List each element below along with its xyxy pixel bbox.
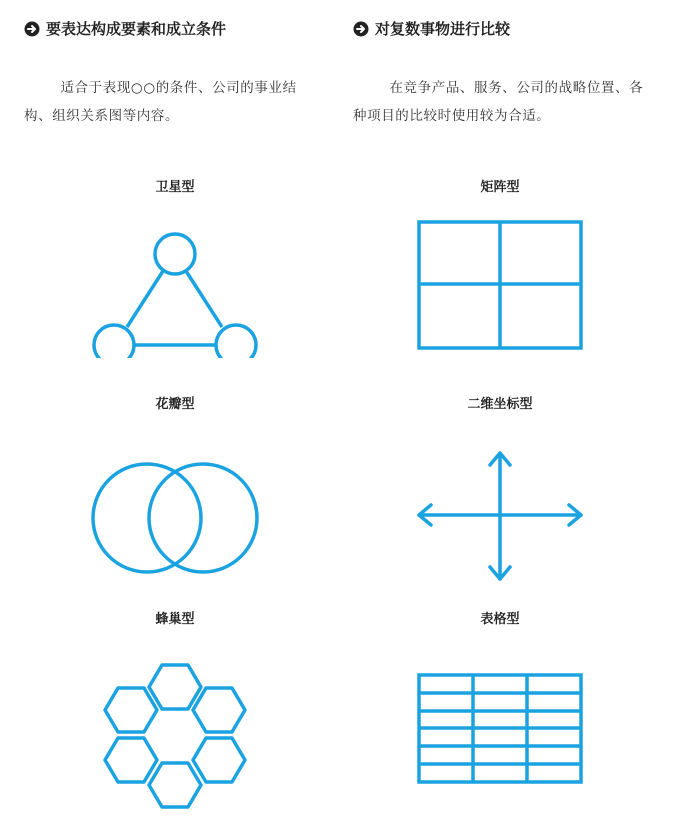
table-label: 表格型 bbox=[480, 612, 520, 627]
petal-circle-left bbox=[93, 464, 201, 572]
honeycomb-graphic bbox=[75, 630, 275, 820]
satellite-diagram bbox=[75, 178, 275, 358]
right-section-heading bbox=[353, 18, 510, 39]
matrix-diagram bbox=[400, 178, 600, 358]
coordinate-diagram bbox=[400, 395, 600, 585]
honeycomb-label: 蜂巢型 bbox=[155, 612, 195, 627]
honeycomb-cell-top bbox=[149, 665, 201, 709]
arrow-right-circle-icon bbox=[353, 21, 369, 37]
satellite-link-left bbox=[127, 271, 163, 327]
satellite-node-top bbox=[155, 234, 195, 274]
satellite-graphic bbox=[75, 198, 275, 358]
right-section-title: 对复数事物进行比较 bbox=[375, 20, 511, 38]
satellite-node-right bbox=[216, 325, 256, 358]
coordinate-label: 二维坐标型 bbox=[467, 397, 533, 412]
petal-circle-right bbox=[149, 464, 257, 572]
right-section-description: 在竞争产品、服务、公司的战略位置、各种项目的比较时使用较为合适。 bbox=[353, 80, 644, 124]
petal-diagram bbox=[75, 395, 275, 585]
satellite-link-right bbox=[186, 271, 222, 327]
honeycomb-cell-lower-right bbox=[193, 738, 245, 782]
table-diagram bbox=[400, 610, 600, 800]
petal-label: 花瓣型 bbox=[155, 397, 195, 412]
honeycomb-cell-upper-left bbox=[105, 688, 157, 732]
honeycomb-cell-lower-left bbox=[105, 738, 157, 782]
left-section-description: 适合于表现○○的条件、公司的事业结构、组织关系图等内容。 bbox=[24, 80, 297, 124]
honeycomb-cell-upper-right bbox=[193, 688, 245, 732]
matrix-graphic bbox=[400, 198, 600, 358]
honeycomb-diagram bbox=[75, 610, 275, 820]
satellite-label: 卫星型 bbox=[155, 180, 195, 195]
left-section-title: 要表达构成要素和成立条件 bbox=[46, 20, 227, 38]
arrow-right-circle-icon bbox=[24, 21, 40, 37]
matrix-label: 矩阵型 bbox=[480, 180, 520, 195]
coordinate-graphic bbox=[400, 415, 600, 585]
petal-graphic bbox=[75, 415, 275, 585]
table-graphic bbox=[400, 630, 600, 800]
honeycomb-cell-bottom bbox=[149, 763, 201, 807]
satellite-node-left bbox=[94, 325, 134, 358]
left-section-heading bbox=[24, 18, 226, 39]
